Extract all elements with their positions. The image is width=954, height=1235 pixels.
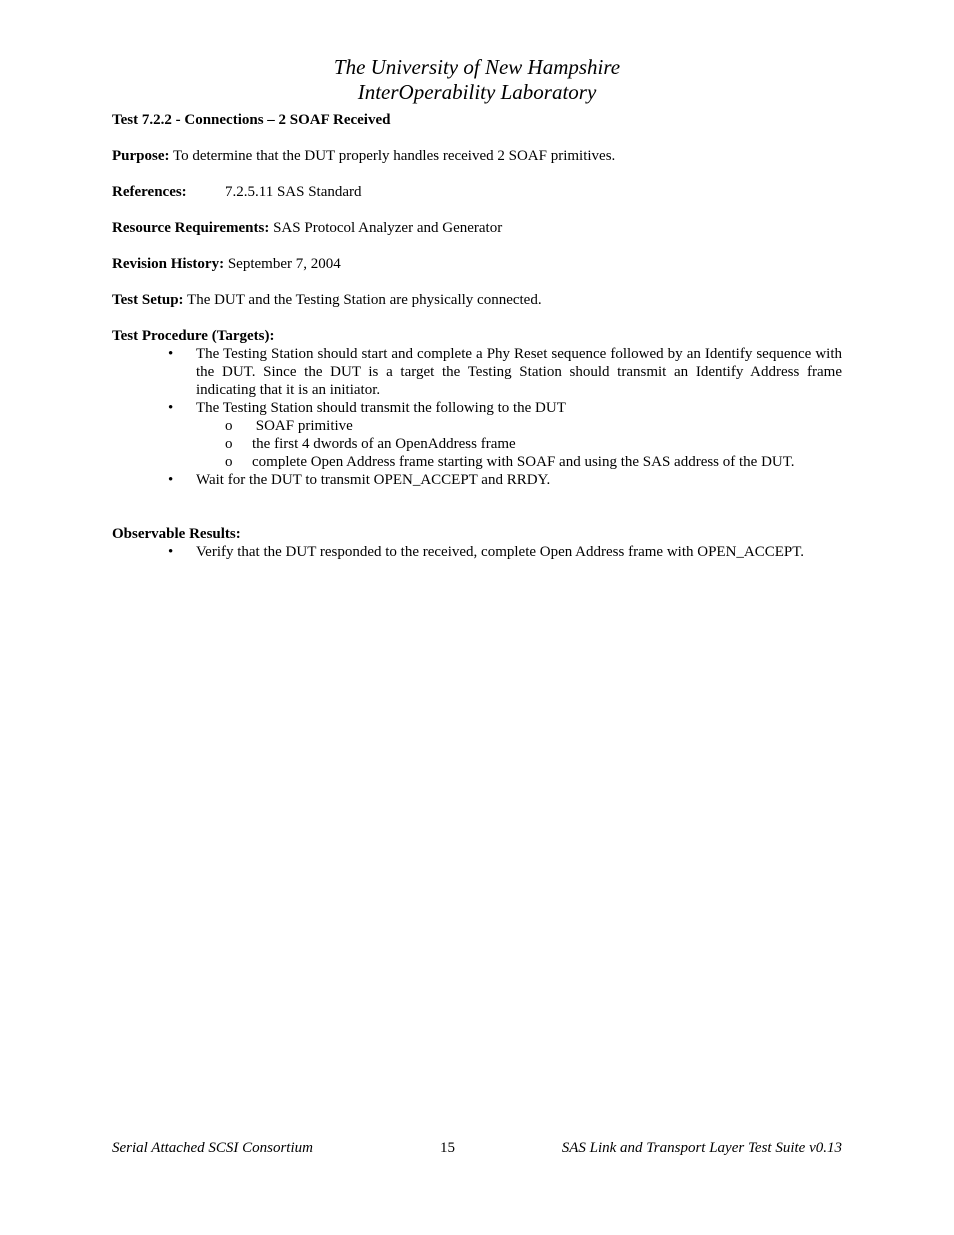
sub-bullet-icon: o [225, 436, 233, 452]
purpose-text: To determine that the DUT properly handles received 2 SOAF primitives. [172, 148, 616, 164]
setup-label: Test Setup: [112, 292, 184, 308]
revision-label: Revision History: [112, 256, 225, 272]
purpose-label: Purpose: [112, 148, 170, 164]
header-institution: The University of New Hampshire [333, 55, 621, 79]
resource-text: SAS Protocol Analyzer and Generator [273, 220, 503, 236]
observable-list [112, 543, 842, 561]
list-item [112, 453, 842, 471]
bullet-icon: • [168, 346, 174, 362]
footer-organization: Serial Attached SCSI Consortium [112, 1140, 313, 1156]
bullet-icon: • [168, 472, 174, 488]
setup-text: The DUT and the Testing Station are physically connected. [187, 292, 542, 308]
revision-section [112, 255, 842, 273]
sub-bullet-icon: o [225, 418, 233, 434]
procedure-substep-3: complete Open Address frame starting with SOAF and using the SAS address of the DUT. [252, 454, 795, 470]
page-number: 15 [440, 1140, 455, 1156]
test-title: Test 7.2.2 - Connections – 2 SOAF Received [112, 112, 391, 128]
procedure-sublist [196, 417, 842, 471]
list-item [112, 417, 842, 435]
setup-section [112, 291, 842, 309]
references-label: References: [112, 184, 187, 200]
sub-bullet-icon: o [225, 454, 233, 470]
document-header [0, 55, 954, 105]
list-item [112, 471, 842, 489]
references-text: 7.2.5.11 SAS Standard [225, 184, 362, 200]
resource-section [112, 219, 842, 237]
document-body [112, 111, 842, 561]
procedure-substep-2: the first 4 dwords of an OpenAddress frame [252, 436, 516, 452]
procedure-section [112, 327, 842, 489]
purpose-section [112, 147, 842, 165]
bullet-icon: • [168, 544, 174, 560]
procedure-step-2: The Testing Station should transmit the following to the DUT [196, 400, 566, 416]
observable-item-1: Verify that the DUT responded to the received, complete Open Address frame with OPEN_ACCEPT. [196, 544, 805, 560]
procedure-step-1: The Testing Station should start and complete a Phy Reset sequence followed by an Identify sequence with the DUT. Since the DUT is a target the Testing Station should transmit an Identify Address frame indicating that it is an initiator. [196, 346, 842, 398]
observable-section [112, 525, 842, 561]
revision-text: September 7, 2004 [227, 256, 341, 272]
list-item [112, 345, 842, 399]
bullet-icon: • [168, 400, 174, 416]
footer-document-title: SAS Link and Transport Layer Test Suite v0.13 [561, 1140, 842, 1156]
procedure-substep-1: SOAF primitive [252, 418, 353, 434]
list-item [112, 435, 842, 453]
observable-label: Observable Results: [112, 526, 241, 542]
list-item [112, 543, 842, 561]
procedure-list [112, 345, 842, 489]
procedure-label: Test Procedure (Targets): [112, 328, 275, 344]
procedure-step-3: Wait for the DUT to transmit OPEN_ACCEPT and RRDY. [196, 472, 551, 488]
list-item [112, 399, 842, 471]
header-lab: InterOperability Laboratory [357, 80, 597, 104]
references-section [112, 183, 842, 201]
resource-label: Resource Requirements: [112, 220, 270, 236]
